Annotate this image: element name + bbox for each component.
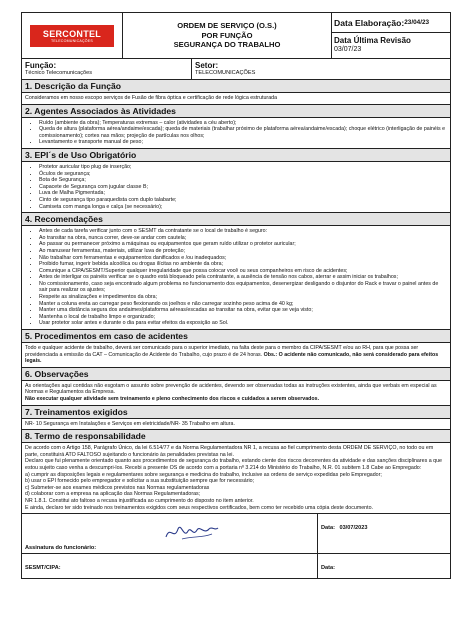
elaboracao-date [332, 13, 450, 33]
employee-signature-cell [22, 514, 318, 553]
term-line: E ainda, declaro ter sido treinado nos treinamentos exigidos com seus respectivos certificados, bem como ter recebido uma cópia deste documento. [25, 504, 374, 511]
epi-item: • Protetor auricular tipo plug de inserção; [39, 164, 447, 171]
epi-item: • Luva de Malha Pigmentada; [39, 190, 447, 197]
section-4-title: 4. Recomendações [22, 213, 450, 226]
term-line: c) Submeter-se aos exames médicos previstos nas Normas regulamentadoras [25, 484, 210, 491]
epi-item: • Óculos de segurança; [39, 171, 447, 178]
section-5-title: 5. Procedimentos em caso de acidentes [22, 330, 450, 343]
epi-item: • Camiseta com manga longa e calça (se necessário); [39, 204, 447, 211]
date-cell [318, 514, 450, 553]
section-2-body [22, 118, 450, 149]
epi-item: • Capacete de Segurança com jugular classe B; [39, 184, 447, 191]
recommendation-item: • Mantenha o local de trabalho limpo e organizado; [39, 314, 447, 321]
date-label: Data: [321, 525, 335, 532]
recommendation-item: • Antes de cada tarefa verificar junto com o SESMT da contratante se o local de trabalho é seguro: [39, 228, 447, 235]
agent-item: • Queda de altura (plataforma aérea/andaime/escada); queda de materiais (trabalhar próximo de plataforma aérea/andaime/escada); choque elétrico (interligação de painéis e comissionamento); cortes nas mãos; projeção de partículas nos olhos; [39, 126, 447, 139]
term-line: De acordo com o Artigo 158, Parágrafo Único, da lei 6.514/77 e da Norma Regulamentadora NR 1, a recusa ao fiel cumprimento desta ORDEM DE SERVIÇO, no todo ou em parte, constituirá ATO FALTOSO sujeitando o funcionário às penalidades previstas na lei. [25, 445, 434, 458]
section-1-title: 1. Descrição da Função [22, 80, 450, 93]
sesmt-label: SESMT/CIPA: [25, 565, 61, 572]
recommendation-item: • Manter uma distância segura dos andaimes/plataforma aéreas/escadas ao transitar na obra, evitar que se veja visto; [39, 307, 447, 314]
revisao-date [332, 33, 450, 54]
recommendation-item: • Respeite as sinalizações e impedimentos da obra; [39, 294, 447, 301]
section-5-obs: Obs.: O acidente não comunicado, não será considerado para efeitos legais. [25, 351, 439, 365]
term-line: NR 1.8.1. Constitui ato faltoso a recusa injustificada ao cumprimento do disposto no item anterior. [25, 497, 254, 504]
handwritten-signature [162, 519, 222, 545]
recommendation-item: • Comunique a CIPA/SESMT/Superior qualquer irregularidade que possa colocar você ou seus companheiros em risco de acidentes; [39, 268, 447, 275]
title-line-2: POR FUNÇÃO [201, 30, 253, 40]
title-line-3: SEGURANÇA DO TRABALHO [173, 40, 281, 50]
setor-value: TELECOMUNICAÇÕES [195, 70, 256, 76]
section-1-body [22, 93, 450, 105]
section-7-body [22, 419, 450, 431]
company-logo [30, 25, 114, 47]
section-6-body [22, 381, 450, 406]
section-3-title: 3. EPI´s de Uso Obrigatório [22, 149, 450, 162]
epi-item: • Cinto de segurança tipo paraquedista com duplo talabarte; [39, 197, 447, 204]
date2-label: Data: [321, 565, 335, 572]
recommendation-item: • Ao passar ou permanecer próximo a máquinas ou equipamentos que geram ruído utilizar o protetor auricular; [39, 241, 447, 248]
epi-item: • Bota de Segurança; [39, 177, 447, 184]
elaboracao-value: 23/04/23 [404, 19, 430, 26]
recommendation-item: • Proibido fumar, ingerir bebida alcoólica ou drogas ilícitas no ambiente da obra; [39, 261, 447, 268]
section-2-title: 2. Agentes Associados às Atividades [22, 105, 450, 118]
ordem-de-servico-document [21, 12, 451, 579]
recommendation-item: • Não trabalhar com ferramentas e equipamentos danificados e /ou inadequados; [39, 255, 447, 262]
revisao-value: 03/07/23 [334, 46, 362, 53]
funcao-setor-row [22, 59, 450, 80]
recommendation-item: • Usar protetor solar antes e durante o dia para evitar efeitos da exposição ao Sol. [39, 320, 447, 327]
term-line: b) usar o EPI fornecido pelo empregador e solicitar a sua substituição sempre que for necessário; [25, 478, 255, 485]
header-row [22, 13, 450, 59]
title-line-1: ORDEM DE SERVIÇO (O.S.) [177, 21, 277, 31]
logo-subtitle: TELECOMUNICAÇÕES [51, 38, 93, 43]
document-title [123, 13, 332, 58]
sesmt-cell [22, 554, 318, 578]
section-7-title: 7. Treinamentos exigidos [22, 406, 450, 419]
signature-row [22, 514, 450, 554]
section-6-text: As orientações aqui contidas não esgotam o assunto sobre prevenção de acidentes, devendo ser observadas todas as instruções existentes, ainda que verbais em especial as Normas e Regulamentos da Empresa. [25, 382, 437, 396]
date2-cell [318, 554, 450, 578]
funcao-value: Técnico Telecomunicações [25, 70, 93, 76]
setor-cell [192, 59, 450, 79]
section-8-body [22, 443, 450, 514]
sesmt-row [22, 554, 450, 578]
section-5-body [22, 343, 450, 368]
elaboracao-label: Data Elaboração: [334, 17, 405, 28]
section-1-text: Consideramos em nosso escopo serviços de Fusão de fibra óptica e certificação de rede lógica estruturada [25, 95, 278, 101]
dates-cell [332, 13, 450, 58]
revisao-label: Data Última Revisão [334, 36, 411, 45]
recommendation-item: • No comissionamento, caso seja encontrado algum problema no funcionamento dos equipamentos, desenergizar desligando o disjuntor do Rack e travar o painel antes de sair para realizar os ajustes; [39, 281, 447, 294]
section-4-body [22, 226, 450, 330]
recommendation-item: • Ao transitar na obra, nunca correr, deve-se andar com cautela; [39, 235, 447, 242]
section-7-text: NR- 10 Segurança em Instalações e Serviços em eletricidade/NR- 35 Trabalho em altura. [25, 420, 235, 427]
agent-item: • Levantamento e transporte manual de peso; [39, 139, 447, 146]
section-3-body [22, 162, 450, 213]
date-value: 03/07/2023 [339, 525, 368, 532]
agent-item: • Ruído (ambiente da obra); Temperaturas extremas – calor (atividades a céu aberto); [39, 120, 447, 127]
term-line: d) colaborar com a empresa na aplicação das Normas Regulamentadoras; [25, 491, 201, 498]
logo-cell [22, 13, 123, 58]
section-8-title: 8. Termo de responsabilidade [22, 430, 450, 443]
logo-name: SERCONTEL [42, 28, 102, 39]
section-6-title: 6. Observações [22, 368, 450, 381]
recommendation-item: • Manter a coluna ereta ao carregar peso flexionando os joelhos e não carregar sozinho peso acima de 40 kg; [39, 301, 447, 308]
funcao-label: Função: [25, 61, 57, 70]
term-line: Declaro que fui plenamente orientado quanto aos procedimentos de segurança do trabalho, estando ciente dos riscos decorrentes da atividade e das sanções disciplinares a que estou sujeito caso venha a descumpri-los. Recebi a presente OS de acordo com a portaria nº 3.214 do Ministério do Trabalho, N.R. 01 subitem 1.8 Cabe ao Empregado: [25, 458, 442, 471]
employee-signature-label: Assinatura do funcionário: [25, 545, 97, 552]
recommendation-item: • Antes de interligar os painéis verificar se o quadro está bloqueado pela contratante, a ausência de tensão nos cabos, aterrar e assim iniciar os trabalhos; [39, 274, 447, 281]
funcao-cell [22, 59, 192, 79]
setor-label: Setor: [195, 61, 219, 70]
recommendation-item: • Ao manusear ferramentas, materiais, utilizar luva de proteção; [39, 248, 447, 255]
section-5-text: Todo e qualquer acidente de trabalho, deverá ser comunicado para o superior imediato, na falta deste para o membro da CIPA/SESMT e/ou ao RH, para que possa ser providenciada a emissão da CAT – Comunicação de Acidente do Trabalho, cujo prazo é de 24 horas. [25, 345, 419, 358]
section-6-warning: Não executar qualquer atividade sem treinamento e pleno conhecimento dos riscos e cuidados a serem observados. [25, 396, 320, 402]
term-line: a) cumprir as disposições legais e regulamentares sobre segurança e medicina do trabalho, inclusive as ordens de serviço expedidas pelo Empregador; [25, 471, 382, 478]
